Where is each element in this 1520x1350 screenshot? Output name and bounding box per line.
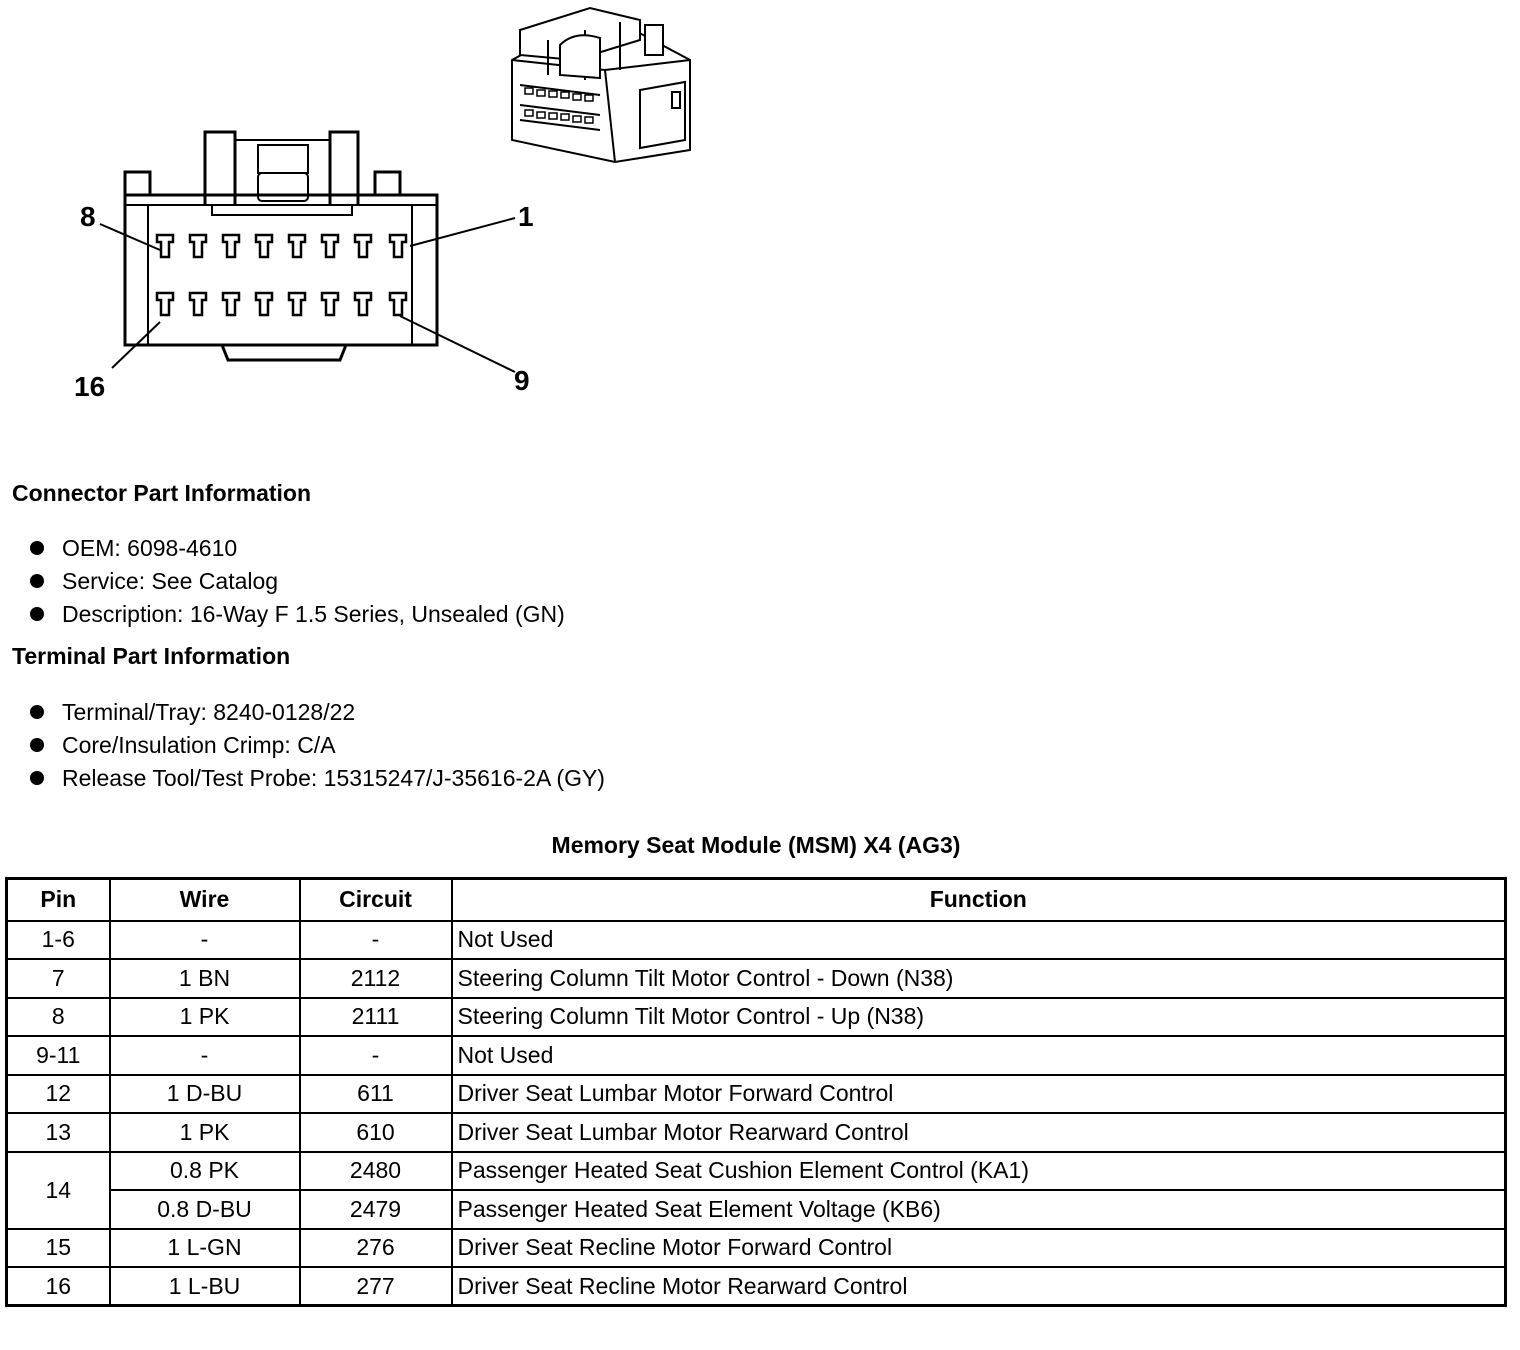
list-item: Service: See Catalog: [30, 565, 565, 598]
cell-function: Driver Seat Lumbar Motor Rearward Control: [452, 1113, 1506, 1152]
cell-function: Passenger Heated Seat Cushion Element Control (KA1): [452, 1152, 1506, 1191]
terminal-cavity: [256, 293, 272, 315]
cell-function: Steering Column Tilt Motor Control - Down (N38): [452, 959, 1506, 998]
terminal-cavity: [355, 235, 371, 257]
cell-wire: -: [110, 921, 300, 960]
cell-pin: 12: [7, 1075, 110, 1114]
cell-function: Not Used: [452, 921, 1506, 960]
cell-pin: 9-11: [7, 1036, 110, 1075]
list-item: Terminal/Tray: 8240-0128/22: [30, 696, 605, 729]
terminal-cavity: [322, 293, 338, 315]
header-pin: Pin: [7, 879, 110, 921]
table-row: [7, 1229, 1506, 1268]
cell-wire: 1 L-GN: [110, 1229, 300, 1268]
list-item: Description: 16-Way F 1.5 Series, Unsealed (GN): [30, 598, 565, 631]
table-row: [7, 1152, 1506, 1191]
terminal-part-info-list: [30, 696, 605, 795]
cell-function: Steering Column Tilt Motor Control - Up (N38): [452, 998, 1506, 1037]
connector-face: [125, 132, 437, 360]
table-row: [7, 1267, 1506, 1306]
list-item: Core/Insulation Crimp: C/A: [30, 729, 605, 762]
table-title: Memory Seat Module (MSM) X4 (AG3): [551, 832, 961, 858]
cell-function: Driver Seat Recline Motor Rearward Control: [452, 1267, 1506, 1306]
cell-circuit: 611: [300, 1075, 452, 1114]
terminal-cavity: [390, 293, 406, 315]
terminal-cavity: [190, 235, 206, 257]
cell-function: Not Used: [452, 1036, 1506, 1075]
terminal-cavity: [289, 293, 305, 315]
terminal-part-info-heading: Terminal Part Information: [12, 643, 291, 669]
connector-part-info-heading: Connector Part Information: [12, 480, 312, 506]
pinout-table: [5, 877, 1507, 1307]
terminal-cavity: [289, 235, 305, 257]
cell-pin: 8: [7, 998, 110, 1037]
pin-label-16: 16: [74, 371, 106, 402]
cell-circuit: 277: [300, 1267, 452, 1306]
pin-label-9: 9: [514, 365, 530, 396]
table-header-row: [7, 879, 1506, 921]
pin-label-8: 8: [80, 201, 96, 232]
cell-pin: 14: [7, 1152, 110, 1229]
cell-circuit: 276: [300, 1229, 452, 1268]
cell-function: Passenger Heated Seat Element Voltage (KB6): [452, 1190, 1506, 1229]
table-row: [7, 1036, 1506, 1075]
cell-wire: 1 PK: [110, 998, 300, 1037]
table-row: [7, 921, 1506, 960]
terminal-cavity: [322, 235, 338, 257]
table-row: [7, 998, 1506, 1037]
cell-pin: 13: [7, 1113, 110, 1152]
cell-wire: 0.8 D-BU: [110, 1190, 300, 1229]
terminal-cavity: [256, 235, 272, 257]
header-function: Function: [452, 879, 1506, 921]
connector-part-info-list: [30, 532, 565, 631]
connector-diagram: [0, 0, 760, 420]
pin-label-1: 1: [518, 201, 534, 232]
terminal-cavity: [157, 235, 173, 257]
cell-wire: 1 PK: [110, 1113, 300, 1152]
terminal-cavity: [190, 293, 206, 315]
cell-circuit: 2112: [300, 959, 452, 998]
terminal-cavity: [355, 293, 371, 315]
cell-circuit: 2480: [300, 1152, 452, 1191]
cell-pin: 1-6: [7, 921, 110, 960]
cell-wire: 0.8 PK: [110, 1152, 300, 1191]
table-row: [7, 1190, 1506, 1229]
connector-isometric-view: [512, 8, 690, 162]
cell-circuit: 2111: [300, 998, 452, 1037]
table-row: [7, 1075, 1506, 1114]
list-item: OEM: 6098-4610: [30, 532, 565, 565]
terminal-cavity: [223, 235, 239, 257]
cell-circuit: -: [300, 1036, 452, 1075]
cell-function: Driver Seat Lumbar Motor Forward Control: [452, 1075, 1506, 1114]
cell-pin: 15: [7, 1229, 110, 1268]
connector-pins: [157, 235, 406, 315]
cell-circuit: -: [300, 921, 452, 960]
header-circuit: Circuit: [300, 879, 452, 921]
cell-wire: -: [110, 1036, 300, 1075]
terminal-cavity: [390, 235, 406, 257]
cell-wire: 1 L-BU: [110, 1267, 300, 1306]
cell-wire: 1 D-BU: [110, 1075, 300, 1114]
table-row: [7, 1113, 1506, 1152]
cell-wire: 1 BN: [110, 959, 300, 998]
table-row: [7, 959, 1506, 998]
terminal-cavity: [223, 293, 239, 315]
terminal-cavity: [157, 293, 173, 315]
cell-pin: 7: [7, 959, 110, 998]
header-wire: Wire: [110, 879, 300, 921]
cell-circuit: 2479: [300, 1190, 452, 1229]
cell-circuit: 610: [300, 1113, 452, 1152]
cell-function: Driver Seat Recline Motor Forward Control: [452, 1229, 1506, 1268]
cell-pin: 16: [7, 1267, 110, 1306]
list-item: Release Tool/Test Probe: 15315247/J-35616-2A (GY): [30, 762, 605, 795]
